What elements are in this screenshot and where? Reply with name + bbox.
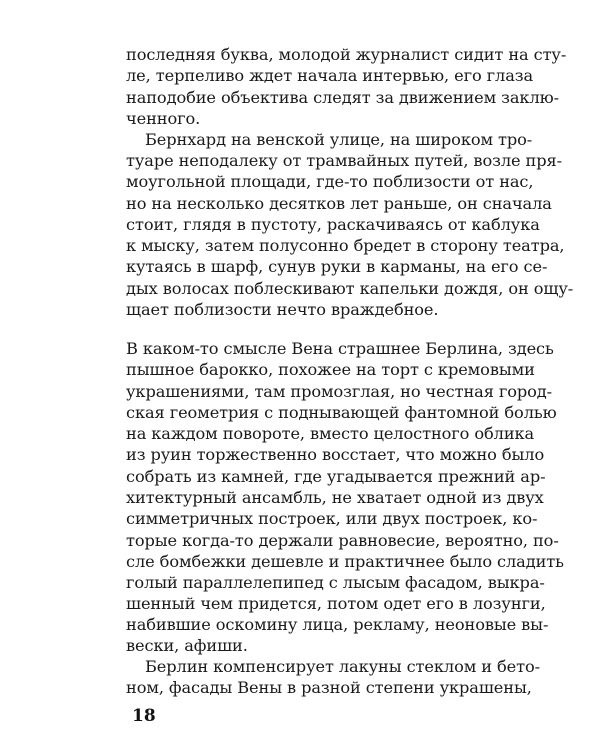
text-line: ном, фасады Вены в разной степени украшены, <box>126 678 532 697</box>
text-line: ле, терпеливо ждет начала интервью, его глаза <box>126 66 534 85</box>
text-line: из руин торжественно восстает, что можно было <box>126 445 545 464</box>
text-line: Берлин компенсирует лакуны стеклом и бето- <box>145 657 540 676</box>
text-line: щает поблизости нечто враждебное. <box>126 300 439 319</box>
text-line: туаре неподалеку от трамвайных путей, возле пря- <box>126 151 562 170</box>
text-line: В каком-то смысле Вена страшнее Берлина, здесь <box>126 339 554 358</box>
text-line: к мыску, затем полусонно бредет в сторону театра, <box>126 236 565 255</box>
text-line: пышное барокко, похожее на торт с кремовыми <box>126 360 535 379</box>
text-line: последняя буква, молодой журналист сидит на сту- <box>126 45 567 64</box>
text-line: моугольной площади, где-то поблизости от нас, <box>126 172 534 191</box>
text-line: набившие оскомину лица, рекламу, неоновые вы- <box>126 615 549 634</box>
text-line: ская геометрия с поднывающей фантомной болью <box>126 403 557 422</box>
text-line: хитектурный ансамбль, не хватает одной из двух <box>126 488 544 507</box>
text-line: стоит, глядя в пустоту, раскачиваясь от каблука <box>126 215 540 234</box>
page-number: 18 <box>132 706 156 726</box>
text-line: кутаясь в шарф, сунув руки в карманы, на его се- <box>126 257 548 276</box>
text-line: торые когда-то держали равновесие, вероятно, по- <box>126 531 559 550</box>
text-line: но на несколько десятков лет раньше, он сначала <box>126 194 552 213</box>
text-line: дых волосах поблескивают капельки дождя, он ощу- <box>126 279 574 298</box>
text-line: вески, афиши. <box>126 636 248 655</box>
text-line: Бернхард на венской улице, на широком тро- <box>145 130 533 149</box>
text-line: сле бомбежки дешевле и практичнее было сладить <box>126 552 564 571</box>
text-line: украшениями, там промозглая, но честная город- <box>126 382 553 401</box>
text-line: симметричных построек, или двух построек, ко- <box>126 509 538 528</box>
text-line: наподобие объектива следят за движением заклю- <box>126 88 560 107</box>
text-line: на каждом повороте, вместо целостного облика <box>126 424 535 443</box>
text-line: шенный чем придется, потом одет его в лозунги, <box>126 594 546 613</box>
text-line: голый параллелепипед с лысым фасадом, выкра- <box>126 573 545 592</box>
text-line: собрать из камней, где угадывается прежний ар- <box>126 467 546 486</box>
text-line: ченного. <box>126 109 201 128</box>
